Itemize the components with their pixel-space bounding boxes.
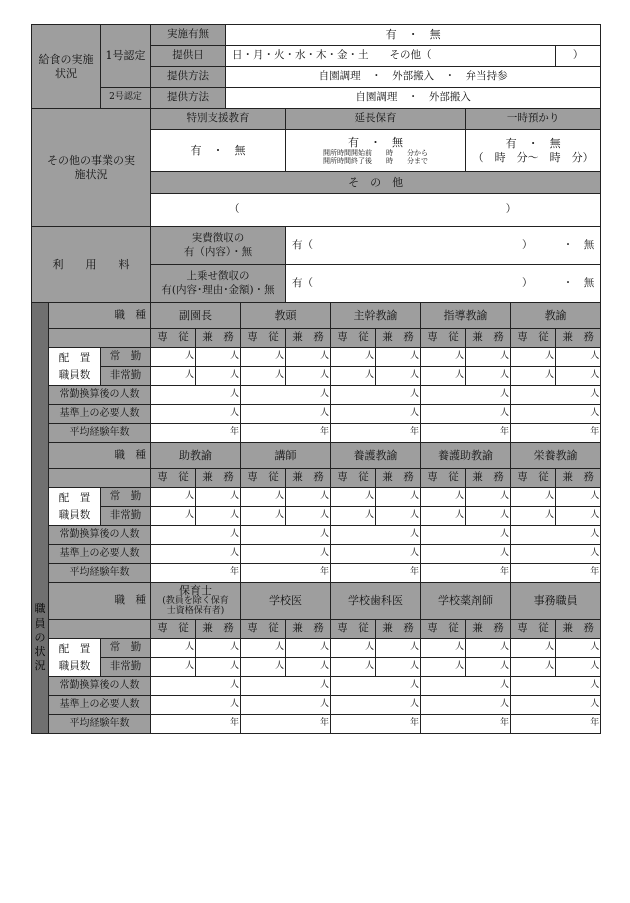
sen-header: 専 従 (331, 469, 376, 488)
uwanose-ari-close: ） (522, 276, 533, 289)
hitsuyo-cell[interactable]: 人 (421, 405, 511, 424)
ken-count-cell[interactable]: 人 (466, 658, 511, 677)
sonota-jigyo-title: その他の事業の実施状況 (32, 109, 151, 227)
kanzan-cell[interactable]: 人 (331, 526, 421, 545)
kanzan-cell[interactable]: 人 (511, 677, 601, 696)
hoikushi-2: (教員を除く保育 (162, 596, 229, 607)
ken-count-cell[interactable]: 人 (286, 639, 331, 658)
kanzan-label: 常勤換算後の人数 (49, 526, 151, 545)
haichi-1: 配 置 (58, 642, 91, 655)
haichi-1: 配 置 (58, 491, 91, 504)
ken-header: 兼 務 (466, 469, 511, 488)
hijokin-label: 非常勤 (101, 658, 151, 677)
hitsuyo-cell[interactable]: 人 (421, 696, 511, 715)
kanzan-cell[interactable]: 人 (511, 526, 601, 545)
encho-cell[interactable] (286, 130, 466, 172)
sen-header: 専 従 (331, 620, 376, 639)
keiken-label: 平均経験年数 (49, 424, 151, 443)
haichi-2: 職員数 (58, 659, 91, 672)
sen-count-cell[interactable]: 人 (421, 639, 466, 658)
ken-header: 兼 務 (466, 620, 511, 639)
jokin-label: 常 勤 (101, 348, 151, 367)
shokushu-blank (49, 329, 151, 348)
sen-count-cell[interactable]: 人 (241, 367, 286, 386)
hitsuyo-cell[interactable]: 人 (331, 545, 421, 564)
job-title: 指導教諭 (421, 303, 511, 329)
uwanose-nashi[interactable]: ・ 無 (541, 265, 601, 303)
hoikushi-3: 士資格保有者) (166, 606, 225, 617)
sen-count-cell[interactable]: 人 (241, 488, 286, 507)
sen-count-cell[interactable]: 人 (151, 507, 196, 526)
ken-count-cell[interactable]: 人 (466, 488, 511, 507)
jippi-ari-close: ） (522, 238, 533, 251)
sen-header: 専 従 (151, 469, 196, 488)
riyoryo-title: 利 用 料 (32, 227, 151, 303)
job-hoikushi (151, 583, 241, 620)
ken-header: 兼 務 (196, 469, 241, 488)
encho-start: 開所時間開始前 時 分から (323, 149, 429, 158)
jippi-ari[interactable] (286, 227, 541, 265)
ken-count-cell[interactable]: 人 (196, 658, 241, 677)
ichiji-time: （ 時 分～ 時 分） (472, 150, 594, 164)
kanzan-cell[interactable]: 人 (151, 677, 241, 696)
jippi-label-1: 実費徴収の (191, 232, 245, 245)
keiken-cell[interactable]: 年 (241, 424, 331, 443)
hitsuyo-cell[interactable]: 人 (331, 696, 421, 715)
ken-header: 兼 務 (286, 469, 331, 488)
kanzan-cell[interactable]: 人 (421, 386, 511, 405)
kanzan-label: 常勤換算後の人数 (49, 677, 151, 696)
ichiji-cell[interactable] (466, 130, 601, 172)
sen-count-cell[interactable]: 人 (421, 507, 466, 526)
ken-count-cell[interactable]: 人 (466, 639, 511, 658)
ken-count-cell[interactable]: 人 (286, 658, 331, 677)
keiken-cell[interactable]: 年 (511, 424, 601, 443)
sen-header: 専 従 (421, 329, 466, 348)
shokushu-blank (49, 469, 151, 488)
hitsuyo-label: 基準上の必要人数 (49, 696, 151, 715)
sen-header: 専 従 (421, 620, 466, 639)
sonota-open: （ (229, 203, 240, 216)
sen-count-cell[interactable]: 人 (151, 658, 196, 677)
encho-end: 開所時間終了後 時 分まで (323, 157, 429, 166)
encho-umu: 有 ・ 無 (348, 135, 404, 149)
sen-count-cell[interactable]: 人 (241, 658, 286, 677)
hoikushi-1: 保育士 (179, 584, 213, 598)
job-title: 学校歯科医 (331, 583, 421, 620)
jokin-label: 常 勤 (101, 488, 151, 507)
haichi-label (49, 639, 101, 677)
haichi-1: 配 置 (58, 351, 91, 364)
sen-header: 専 従 (151, 329, 196, 348)
jisshi-label: 実施有無 (151, 25, 226, 46)
nintei2-label: 2号認定 (101, 88, 151, 109)
sen-count-cell[interactable]: 人 (241, 639, 286, 658)
sen-count-cell[interactable]: 人 (421, 348, 466, 367)
keiken-cell[interactable]: 年 (331, 424, 421, 443)
ken-count-cell[interactable]: 人 (376, 658, 421, 677)
keiken-label: 平均経験年数 (49, 715, 151, 734)
ken-header: 兼 務 (556, 329, 601, 348)
kanzan-cell[interactable]: 人 (421, 677, 511, 696)
hitsuyo-cell[interactable]: 人 (511, 545, 601, 564)
ken-header: 兼 務 (196, 329, 241, 348)
kanzan-cell[interactable]: 人 (511, 386, 601, 405)
jisshi-value[interactable]: 有 ・ 無 (226, 25, 601, 46)
ken-count-cell[interactable]: 人 (196, 488, 241, 507)
job-title: 主幹教諭 (331, 303, 421, 329)
sen-count-cell[interactable]: 人 (511, 507, 556, 526)
sen-count-cell[interactable]: 人 (421, 658, 466, 677)
ken-count-cell[interactable]: 人 (286, 507, 331, 526)
sen-header: 専 従 (511, 620, 556, 639)
job-title: 養護助教諭 (421, 443, 511, 469)
sen-header: 専 従 (331, 329, 376, 348)
shokushu-blank (49, 620, 151, 639)
sen-count-cell[interactable]: 人 (331, 658, 376, 677)
teikyobi-label: 提供日 (151, 46, 226, 67)
shokushu-label: 職 種 (49, 443, 151, 469)
jippi-label (151, 227, 286, 265)
hoho2-label: 提供方法 (151, 88, 226, 109)
ken-count-cell[interactable]: 人 (196, 639, 241, 658)
kanzan-cell[interactable]: 人 (331, 386, 421, 405)
ken-count-cell[interactable]: 人 (196, 367, 241, 386)
ken-header: 兼 務 (286, 329, 331, 348)
ken-header: 兼 務 (376, 329, 421, 348)
uwanose-label-2: 有(内容･理由･金額)・無 (161, 283, 275, 296)
sen-header: 専 従 (241, 620, 286, 639)
jippi-nashi[interactable]: ・ 無 (541, 227, 601, 265)
ken-count-cell[interactable]: 人 (376, 639, 421, 658)
job-title: 教頭 (241, 303, 331, 329)
hitsuyo-cell[interactable]: 人 (151, 405, 241, 424)
hitsuyo-cell[interactable]: 人 (241, 405, 331, 424)
staff-section (32, 303, 601, 734)
encho-header: 延長保育 (286, 109, 466, 130)
sen-header: 専 従 (241, 469, 286, 488)
ken-count-cell[interactable]: 人 (196, 348, 241, 367)
kanzan-cell[interactable]: 人 (241, 677, 331, 696)
kanzan-cell[interactable]: 人 (151, 386, 241, 405)
keiken-cell[interactable]: 年 (511, 564, 601, 583)
sen-count-cell[interactable]: 人 (511, 488, 556, 507)
hitsuyo-cell[interactable]: 人 (241, 545, 331, 564)
sen-count-cell[interactable]: 人 (241, 507, 286, 526)
sonota-value[interactable] (151, 194, 601, 227)
sen-count-cell[interactable]: 人 (331, 348, 376, 367)
hitsuyo-cell[interactable]: 人 (151, 696, 241, 715)
keiken-cell[interactable]: 年 (241, 564, 331, 583)
sen-count-cell[interactable]: 人 (151, 348, 196, 367)
hitsuyo-cell[interactable]: 人 (421, 545, 511, 564)
sonota-close: ） (505, 203, 517, 216)
ken-count-cell[interactable]: 人 (556, 367, 601, 386)
kanzan-cell[interactable]: 人 (151, 526, 241, 545)
uwanose-label-1: 上乗せ徴収の (186, 270, 250, 283)
hitsuyo-cell[interactable]: 人 (331, 405, 421, 424)
sen-count-cell[interactable]: 人 (421, 367, 466, 386)
sen-count-cell[interactable]: 人 (421, 488, 466, 507)
job-title: 学校医 (241, 583, 331, 620)
job-title: 栄養教諭 (511, 443, 601, 469)
teikyobi-close: ） (556, 46, 601, 67)
kanzan-label: 常勤換算後の人数 (49, 386, 151, 405)
hitsuyo-label: 基準上の必要人数 (49, 405, 151, 424)
jippi-ari-open: 有（ (292, 238, 314, 251)
hijokin-label: 非常勤 (101, 367, 151, 386)
sen-count-cell[interactable]: 人 (331, 488, 376, 507)
hitsuyo-cell[interactable]: 人 (241, 696, 331, 715)
keiken-label: 平均経験年数 (49, 564, 151, 583)
keiken-cell[interactable]: 年 (151, 564, 241, 583)
hitsuyo-label: 基準上の必要人数 (49, 545, 151, 564)
kanzan-cell[interactable]: 人 (421, 526, 511, 545)
sen-header: 専 従 (421, 469, 466, 488)
hoho1-value[interactable]: 自園調理 ・ 外部搬入 ・ 弁当持参 (226, 67, 601, 88)
job-title: 養護教諭 (331, 443, 421, 469)
ken-count-cell[interactable]: 人 (286, 348, 331, 367)
sen-count-cell[interactable]: 人 (331, 367, 376, 386)
sen-count-cell[interactable]: 人 (331, 507, 376, 526)
ken-count-cell[interactable]: 人 (376, 367, 421, 386)
job-title: 教諭 (511, 303, 601, 329)
ichiji-header: 一時預かり (466, 109, 601, 130)
sen-header: 専 従 (241, 329, 286, 348)
sen-header: 専 従 (511, 469, 556, 488)
keiken-cell[interactable]: 年 (421, 424, 511, 443)
uwanose-ari[interactable] (286, 265, 541, 303)
staff-side-text: 職員の状況 (34, 602, 46, 673)
ken-header: 兼 務 (466, 329, 511, 348)
nintei1-label: 1号認定 (101, 25, 151, 88)
haichi-2: 職員数 (58, 508, 91, 521)
sen-header: 専 従 (511, 329, 556, 348)
ken-header: 兼 務 (196, 620, 241, 639)
kanzan-cell[interactable]: 人 (331, 677, 421, 696)
job-title: 講師 (241, 443, 331, 469)
jippi-label-2: 有（内容）・無 (183, 245, 253, 258)
hijokin-label: 非常勤 (101, 507, 151, 526)
sen-count-cell[interactable]: 人 (511, 367, 556, 386)
ken-count-cell[interactable]: 人 (376, 348, 421, 367)
sen-count-cell[interactable]: 人 (151, 367, 196, 386)
teikyobi-value[interactable]: 日・月・火・水・木・金・土 その他（ (226, 46, 556, 67)
keiken-cell[interactable]: 年 (511, 715, 601, 734)
hitsuyo-cell[interactable]: 人 (511, 696, 601, 715)
shokushu-label: 職 種 (49, 583, 151, 620)
ken-header: 兼 務 (376, 469, 421, 488)
kanzan-cell[interactable]: 人 (241, 386, 331, 405)
ken-count-cell[interactable]: 人 (196, 507, 241, 526)
ken-count-cell[interactable]: 人 (556, 507, 601, 526)
hitsuyo-cell[interactable]: 人 (151, 545, 241, 564)
hoho1-label: 提供方法 (151, 67, 226, 88)
uwanose-ari-open: 有（ (292, 276, 314, 289)
job-title: 事務職員 (511, 583, 601, 620)
sonota-header: そ の 他 (151, 172, 601, 194)
sen-count-cell[interactable]: 人 (511, 658, 556, 677)
keiken-cell[interactable]: 年 (421, 715, 511, 734)
ken-count-cell[interactable]: 人 (556, 639, 601, 658)
ken-count-cell[interactable]: 人 (556, 658, 601, 677)
kanzan-cell[interactable]: 人 (241, 526, 331, 545)
shokushu-label: 職 種 (49, 303, 151, 329)
ken-header: 兼 務 (286, 620, 331, 639)
hoho2-value[interactable]: 自園調理 ・ 外部搬入 (226, 88, 601, 109)
tokubetsu-header: 特別支援教育 (151, 109, 286, 130)
kyushoku-title: 給食の実施状況 (32, 25, 101, 109)
sen-count-cell[interactable]: 人 (151, 639, 196, 658)
sen-header: 専 従 (151, 620, 196, 639)
ken-count-cell[interactable]: 人 (556, 488, 601, 507)
ken-header: 兼 務 (556, 469, 601, 488)
keiken-cell[interactable]: 年 (151, 715, 241, 734)
job-title: 副園長 (151, 303, 241, 329)
keiken-cell[interactable]: 年 (331, 715, 421, 734)
keiken-cell[interactable]: 年 (331, 564, 421, 583)
uwanose-label (151, 265, 286, 303)
ken-header: 兼 務 (376, 620, 421, 639)
ken-count-cell[interactable]: 人 (376, 488, 421, 507)
haichi-label (49, 488, 101, 526)
ken-count-cell[interactable]: 人 (466, 507, 511, 526)
keiken-cell[interactable]: 年 (421, 564, 511, 583)
sen-count-cell[interactable]: 人 (241, 348, 286, 367)
jokin-label: 常 勤 (101, 639, 151, 658)
job-title: 学校薬剤師 (421, 583, 511, 620)
haichi-2: 職員数 (58, 368, 91, 381)
hitsuyo-cell[interactable]: 人 (511, 405, 601, 424)
haichi-label (49, 348, 101, 386)
staff-side-label (32, 303, 49, 734)
tokubetsu-value[interactable]: 有 ・ 無 (151, 130, 286, 172)
sen-count-cell[interactable]: 人 (511, 348, 556, 367)
sen-count-cell[interactable]: 人 (151, 488, 196, 507)
ken-count-cell[interactable]: 人 (556, 348, 601, 367)
sen-count-cell[interactable]: 人 (331, 639, 376, 658)
ichiji-umu: 有 ・ 無 (505, 136, 561, 150)
keiken-cell[interactable]: 年 (241, 715, 331, 734)
ken-count-cell[interactable]: 人 (286, 367, 331, 386)
ken-header: 兼 務 (556, 620, 601, 639)
sen-count-cell[interactable]: 人 (511, 639, 556, 658)
facility-status-form (31, 24, 601, 734)
ken-count-cell[interactable]: 人 (376, 507, 421, 526)
ken-count-cell[interactable]: 人 (466, 348, 511, 367)
ken-count-cell[interactable]: 人 (286, 488, 331, 507)
ken-count-cell[interactable]: 人 (466, 367, 511, 386)
keiken-cell[interactable]: 年 (151, 424, 241, 443)
job-title: 助教諭 (151, 443, 241, 469)
